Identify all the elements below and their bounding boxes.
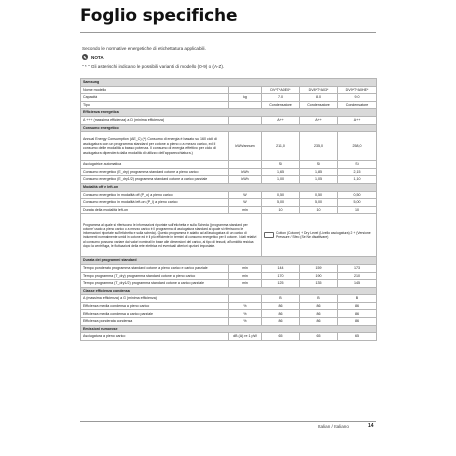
dur-full-3: 173 — [338, 264, 377, 272]
dur-full2-2: 190 — [300, 272, 338, 280]
p-lefton-unit: W — [229, 199, 262, 207]
capacity-1: 7.0 — [262, 94, 300, 102]
spec-table — [80, 78, 377, 341]
model-3: DV9*T*A0HE* — [338, 86, 377, 94]
section-efficiency-title: Efficienza energetica — [81, 109, 377, 117]
section-condensation — [81, 287, 377, 295]
page-title: Foglio specifiche — [80, 6, 238, 26]
cond-full-2: 86 — [300, 302, 338, 310]
cond-partial-label: Efficienza media condensa a carico parziale — [81, 310, 229, 318]
efficiency-class-2: A++ — [300, 116, 338, 124]
capacity-label: Capacità — [81, 94, 229, 102]
t-lefton-2: 10 — [300, 206, 338, 214]
ec-partial-2: 1,05 — [300, 176, 338, 184]
cond-class-2: B — [300, 295, 338, 303]
auto-dryer-2: Sì — [300, 161, 338, 169]
footer-divider — [80, 421, 376, 422]
table-row-efficiency-class — [81, 116, 377, 124]
program-side-text: Cotton (Cotone) + Dry Level (Livello asciugatura) 2 + (Versione Pressure / Sfeo (Se Ne disattivare) — [276, 231, 371, 240]
dur-full2-label: Tempo programma (T_dry) programma standard cotone a pieno carico — [81, 272, 229, 280]
table-row-capacity — [81, 94, 377, 102]
ec-full-3: 2,15 — [338, 168, 377, 176]
cond-full-3: 86 — [338, 302, 377, 310]
type-label: Tipo — [81, 101, 229, 109]
capacity-unit: kg — [229, 94, 262, 102]
note-text: " * " Gli asterischi indicano le possibili varianti di modello (0-9) o (A-Z). — [82, 64, 225, 69]
auto-dryer-unit — [229, 161, 262, 169]
dur-full-unit: min — [229, 264, 262, 272]
table-row-brand — [81, 79, 377, 87]
model-1: DV*T*A0E0* — [262, 86, 300, 94]
aec-label: Annual Energy Consumption (AE_C) (*) Consumo di energia è basato su 160 cicli di asciugatura con un programma standard per cotone a pieno o a mezzo carico, ed il consumo delle modalità a basso potenza. Il consumo di energia effettivo per ciclo di asciugatura dipenderà dalla modalità di utilizzo dell'apparecchiatura.) — [81, 132, 229, 161]
aec-1: 211,0 — [262, 132, 300, 161]
dur-full2-unit: min — [229, 272, 262, 280]
table-row-noise — [81, 333, 377, 341]
p-lefton-3: 5,00 — [338, 199, 377, 207]
cond-partial-unit: % — [229, 310, 262, 318]
brand-cell: Samsung — [81, 79, 377, 87]
table-row-p-off — [81, 191, 377, 199]
dur-partial-unit: min — [229, 280, 262, 288]
p-off-unit: W — [229, 191, 262, 199]
cond-full-1: 86 — [262, 302, 300, 310]
section-consumption — [81, 124, 377, 132]
cond-full-unit: % — [229, 302, 262, 310]
table-row-aec — [81, 132, 377, 161]
type-unit — [229, 101, 262, 109]
note-icon: ✎ — [83, 54, 87, 60]
table-row-cond-weighted — [81, 318, 377, 326]
section-modes — [81, 183, 377, 191]
cond-partial-3: 86 — [338, 310, 377, 318]
title-divider — [80, 32, 376, 33]
dur-partial-1: 125 — [262, 280, 300, 288]
p-lefton-label: Consumo energetico in modalità left-on (P_l) a pieno carico — [81, 199, 229, 207]
dur-partial-2: 135 — [300, 280, 338, 288]
table-row-dur-full2 — [81, 272, 377, 280]
auto-dryer-1: Sì — [262, 161, 300, 169]
table-row-ec-partial — [81, 176, 377, 184]
section-duration-title: Durata dei programmi standard — [81, 257, 377, 265]
table-row-auto-dryer — [81, 161, 377, 169]
ec-partial-1: 1,00 — [262, 176, 300, 184]
cond-weighted-3: 86 — [338, 318, 377, 326]
table-row-dur-partial — [81, 280, 377, 288]
section-condensation-title: Classe efficienza condensa — [81, 287, 377, 295]
cond-class-label: A (massima efficienza) a G (minima efficienza) — [81, 295, 229, 303]
efficiency-class-label: A +++ (massima efficienza) a D (minima efficienza) — [81, 116, 229, 124]
table-row-type — [81, 101, 377, 109]
note-label: NOTA — [91, 54, 104, 60]
section-modes-title: Modalità off e left-on — [81, 183, 377, 191]
capacity-2: 8.0 — [300, 94, 338, 102]
dur-partial-3: 145 — [338, 280, 377, 288]
page-number: 14 — [368, 423, 374, 429]
t-lefton-1: 10 — [262, 206, 300, 214]
ec-full-unit: kWh — [229, 168, 262, 176]
noise-3: 65 — [338, 333, 377, 341]
footer-language: Italian / Italiano — [318, 424, 349, 429]
auto-dryer-label: Asciugatrice automatica — [81, 161, 229, 169]
table-row-t-lefton — [81, 206, 377, 214]
cond-class-3: B — [338, 295, 377, 303]
efficiency-class-1: A++ — [262, 116, 300, 124]
program-note-text: Programma al quale si riferiscono le informazioni riportate sull'etichetta e sulla Scheda ('programma standard per cotone' usato a pieno carico o a mezzo carico è il programma di asciugatura standard al quale si riferiscono le informazioni riportate sull'etichetta e sulla scheda). Questo programma è adatto ad all'asciugatura di un carico di indumenti normalmente umidi in cotone ed è il più efficiente in termini di consumo energetico per il cotone. I dati relativi al consumo possono variare dai valori nominali in base alle dimensioni del carico, al tipo di tessuti, all'umidità residua dopo la centrifuga, le fluttuazioni della rete elettrica ed eventuali ulteriori opzioni impostate. — [81, 214, 262, 257]
noise-unit: dB (A) re 1 pW — [229, 333, 262, 341]
p-lefton-1: 5,00 — [262, 199, 300, 207]
section-consumption-title: Consumo energetico — [81, 124, 377, 132]
cond-weighted-1: 86 — [262, 318, 300, 326]
aec-3: 258,0 — [338, 132, 377, 161]
intro-text: Secondo le normative energetiche di etichettatura applicabili. — [82, 46, 206, 51]
aec-2: 235,0 — [300, 132, 338, 161]
section-noise — [81, 325, 377, 333]
table-row-model — [81, 86, 377, 94]
dur-full2-1: 170 — [262, 272, 300, 280]
p-lefton-2: 5,00 — [300, 199, 338, 207]
ec-full-2: 1,85 — [300, 168, 338, 176]
dur-full-2: 159 — [300, 264, 338, 272]
table-row-cond-partial — [81, 310, 377, 318]
table-row-dur-full — [81, 264, 377, 272]
noise-1: 65 — [262, 333, 300, 341]
cond-partial-2: 86 — [300, 310, 338, 318]
table-row-ec-full — [81, 168, 377, 176]
program-side-cell — [262, 214, 377, 257]
type-3: Condensatore — [338, 101, 377, 109]
note-heading — [82, 54, 104, 60]
program-side-box — [264, 232, 274, 238]
capacity-3: 9.0 — [338, 94, 377, 102]
table-row-cond-class — [81, 295, 377, 303]
efficiency-class-unit — [229, 116, 262, 124]
section-efficiency — [81, 109, 377, 117]
p-off-1: 0,50 — [262, 191, 300, 199]
section-noise-title: Emissioni rumorose — [81, 325, 377, 333]
t-lefton-3: 10 — [338, 206, 377, 214]
table-row-p-lefton — [81, 199, 377, 207]
cond-class-unit — [229, 295, 262, 303]
cond-full-label: Efficienza media condensa a pieno carico — [81, 302, 229, 310]
type-1: Condensatore — [262, 101, 300, 109]
table-row-program-note — [81, 214, 377, 257]
noise-label: Asciugatura a pieno carico — [81, 333, 229, 341]
program-side-note — [264, 231, 374, 239]
ec-partial-unit: kWh — [229, 176, 262, 184]
p-off-label: Consumo energetico in modalità off (P_o) a pieno carico — [81, 191, 229, 199]
table-row-cond-full — [81, 302, 377, 310]
section-duration — [81, 257, 377, 265]
dur-partial-label: Tempo programma (T_dry1/2) programma standard cotone a carico parziale — [81, 280, 229, 288]
ec-partial-3: 1,10 — [338, 176, 377, 184]
cond-class-1: B — [262, 295, 300, 303]
auto-dryer-3: Sì — [338, 161, 377, 169]
ec-partial-label: Consumo energetico (E_dry1/2) programma standard cotone a carico parziale — [81, 176, 229, 184]
cond-weighted-label: Efficienza ponderata condensa — [81, 318, 229, 326]
model-2: DV8*T*A03* — [300, 86, 338, 94]
dur-full-1: 144 — [262, 264, 300, 272]
cond-partial-1: 86 — [262, 310, 300, 318]
dur-full2-3: 210 — [338, 272, 377, 280]
noise-2: 65 — [300, 333, 338, 341]
model-label: Nome modello — [81, 86, 229, 94]
model-unit — [229, 86, 262, 94]
t-lefton-unit: min — [229, 206, 262, 214]
dur-full-label: Tempo ponderato programma standard cotone a pieno carico e carico parziale — [81, 264, 229, 272]
ec-full-label: Consumo energetico (E_dry) programma standard cotone a pieno carico — [81, 168, 229, 176]
p-off-3: 0,50 — [338, 191, 377, 199]
ec-full-1: 1,65 — [262, 168, 300, 176]
t-lefton-label: Durata della modalità left-on — [81, 206, 229, 214]
cond-weighted-2: 86 — [300, 318, 338, 326]
cond-weighted-unit: % — [229, 318, 262, 326]
p-off-2: 0,50 — [300, 191, 338, 199]
efficiency-class-3: A++ — [338, 116, 377, 124]
aec-unit: kWh/annum — [229, 132, 262, 161]
type-2: Condensatore — [300, 101, 338, 109]
